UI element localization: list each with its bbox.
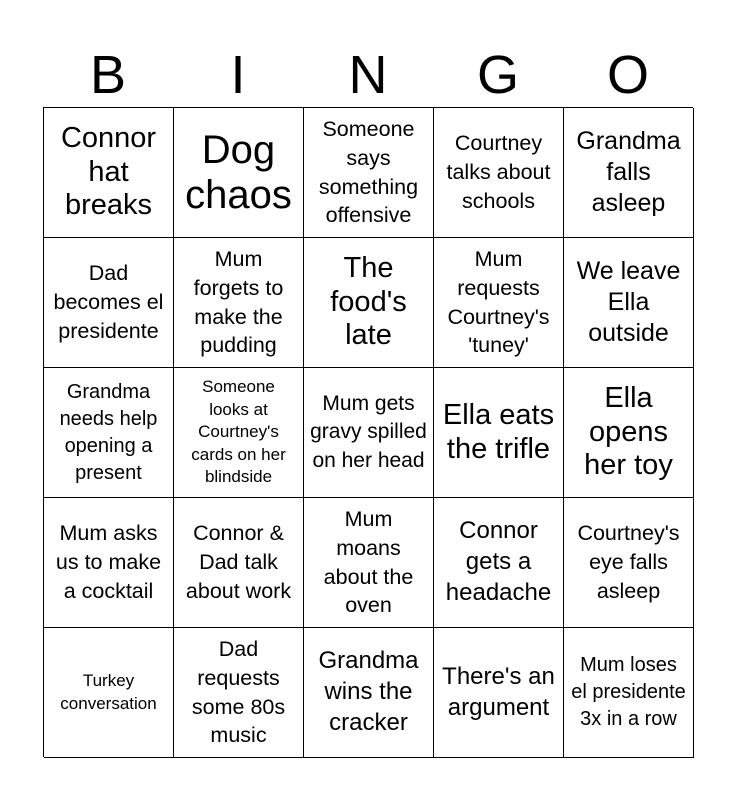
cell-text: Dad becomes el presidente [53, 261, 164, 343]
cell-text: Courtney talks about schools [446, 131, 551, 213]
bingo-cell[interactable] [564, 108, 694, 238]
bingo-cell[interactable] [174, 108, 304, 238]
cell-text: We leave Ella outside [576, 256, 681, 348]
bingo-cell[interactable] [564, 238, 694, 368]
bingo-cell[interactable] [434, 628, 564, 758]
cell-text: Mum loses el presidente 3x in a row [571, 654, 686, 730]
cell-text: Mum forgets to make the pudding [193, 246, 284, 358]
cell-text: Grandma falls asleep [576, 126, 681, 218]
cell-text: Grandma needs help opening a present [59, 380, 158, 484]
bingo-cell[interactable] [564, 498, 694, 628]
header-letter-o: O [606, 45, 649, 105]
bingo-cell[interactable] [174, 238, 304, 368]
cell-text: Grandma wins the cracker [318, 647, 419, 736]
bingo-cell[interactable] [174, 368, 304, 498]
bingo-cell[interactable] [304, 108, 434, 238]
bingo-cell[interactable] [304, 368, 434, 498]
cell-text: Mum gets gravy spilled on her head [310, 392, 427, 472]
cell-text: There's an argument [442, 662, 555, 721]
header-letter-i: I [230, 45, 246, 105]
cell-text: Dad requests some 80s music [191, 636, 286, 748]
bingo-header [43, 44, 693, 106]
cell-text: Someone looks at Courtney's cards on her blindside [191, 377, 286, 487]
cell-text: Connor & Dad talk about work [185, 521, 292, 603]
cell-text: Turkey conversation [60, 671, 157, 713]
bingo-cell[interactable] [434, 238, 564, 368]
bingo-cell[interactable] [434, 108, 564, 238]
bingo-cell[interactable] [304, 238, 434, 368]
cell-text: Connor hat breaks [60, 122, 157, 222]
bingo-cell[interactable] [304, 498, 434, 628]
cell-text: The food's late [330, 252, 407, 352]
bingo-cell[interactable] [564, 368, 694, 498]
header-letter-n: N [348, 45, 388, 105]
bingo-cell[interactable] [44, 368, 174, 498]
cell-text: Mum moans about the oven [323, 506, 414, 618]
cell-text: Dog chaos [185, 127, 292, 217]
cell-text: Mum asks us to make a cocktail [55, 521, 162, 603]
bingo-cell[interactable] [304, 628, 434, 758]
cell-text: Someone says something offensive [318, 116, 419, 228]
header-letter-g: G [476, 45, 519, 105]
cell-text: Connor gets a headache [445, 517, 552, 606]
bingo-cell[interactable] [564, 628, 694, 758]
header-letter-b: B [89, 45, 127, 105]
bingo-cell[interactable] [44, 498, 174, 628]
cell-text: Ella eats the trifle [442, 398, 555, 465]
bingo-cell[interactable] [44, 628, 174, 758]
bingo-grid [43, 107, 693, 757]
bingo-cell[interactable] [174, 498, 304, 628]
bingo-cell[interactable] [174, 628, 304, 758]
cell-text: Ella opens her toy [584, 382, 673, 482]
bingo-cell[interactable] [434, 498, 564, 628]
cell-text: Mum requests Courtney's 'tuney' [447, 246, 550, 358]
bingo-cell[interactable] [44, 108, 174, 238]
bingo-cell[interactable] [44, 238, 174, 368]
cell-text: Courtney's eye falls asleep [577, 521, 680, 603]
bingo-cell[interactable] [434, 368, 564, 498]
